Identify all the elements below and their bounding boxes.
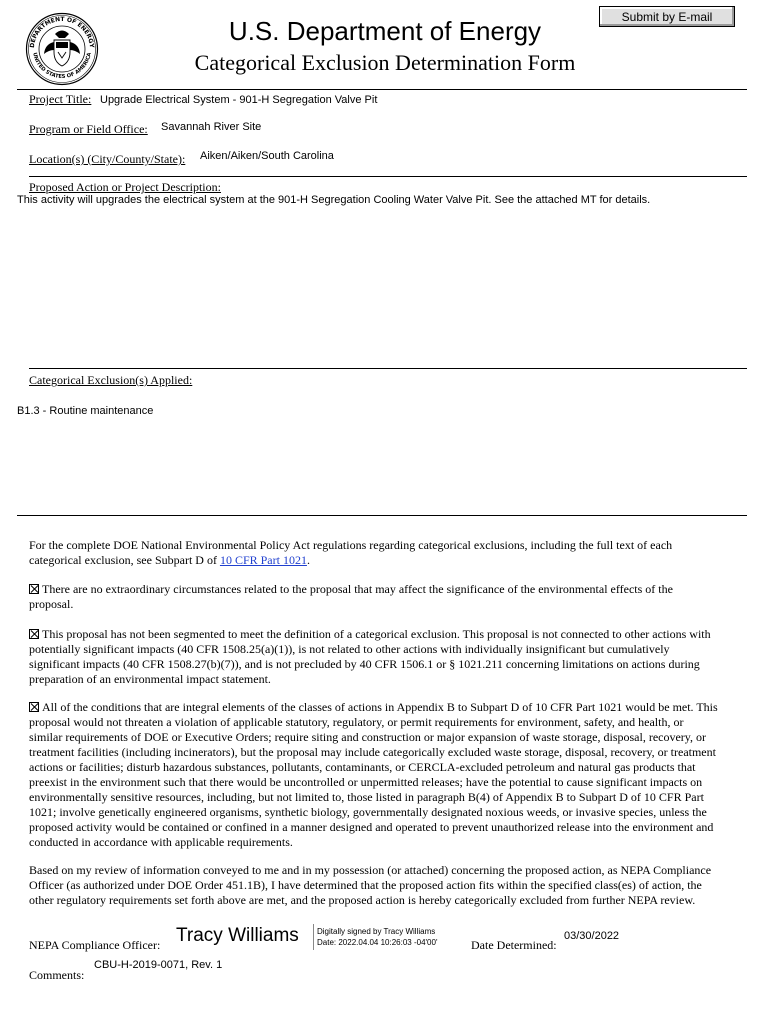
section-divider: [29, 368, 747, 369]
statement-not-segmented: This proposal has not been segmented to meet the definition of a categorical exclusion. This proposal is not connected to other actions with potentially significant impacts (40 CFR 1508.25(a)(1)), is not related to other actions with individually insignificant but cumulatively significant impacts (40 CFR 1508.27(b)(7)), and is not precluded by 40 CFR 1506.1 or § 1021.211 concerning limitations on actions during preparation of an environmental impact statement.: [29, 627, 711, 686]
date-determined-field[interactable]: 03/30/2022: [564, 930, 620, 942]
location-label: Location(s) (City/County/State):: [29, 152, 186, 166]
page-title: U.S. Department of Energy: [228, 16, 542, 46]
section-divider: [17, 515, 747, 516]
proposed-action-label: Proposed Action or Project Description:: [29, 180, 221, 194]
regulations-paragraph: For the complete DOE National Environmental Policy Act regulations regarding categorical exclusions, including the full text of each categorical exclusion, see Subpart D of 10 CFR Part 1021.: [29, 538, 673, 567]
svg-text:DEPARTMENT OF ENERGY: DEPARTMENT OF ENERGY: [28, 15, 96, 49]
comments-label: Comments:: [29, 968, 85, 982]
date-determined-label: Date Determined:: [471, 938, 557, 952]
nepa-officer-label: NEPA Compliance Officer:: [29, 938, 161, 952]
program-office-field[interactable]: Savannah River Site: [161, 121, 262, 133]
svg-text:UNITED STATES OF AMERICA: UNITED STATES OF AMERICA: [31, 52, 93, 81]
ce-applied-label: Categorical Exclusion(s) Applied:: [29, 373, 193, 387]
program-office-label: Program or Field Office:: [29, 122, 148, 136]
digital-signature-block[interactable]: Digitally signed by Tracy Williams Date: 2022.04.04 10:26:03 -04'00': [317, 927, 438, 947]
ce-applied-field[interactable]: B1.3 - Routine maintenance: [17, 405, 154, 417]
statement-no-extraordinary: There are no extraordinary circumstances related to the proposal that may affect the significance of the environmental effects of the proposal.: [29, 582, 673, 611]
proposed-action-field[interactable]: This activity will upgrades the electrical system at the 901-H Segregation Cooling Water Valve Pit. See the attached MT for details.: [17, 194, 651, 206]
determination-paragraph: Based on my review of information conveyed to me and in my possession (or attached) concerning the proposed action, as NEPA Compliance Officer (as authorized under DOE Order 451.1B), I have determined that the proposed action fits within the specified class(es) of action, the other regulatory requirements set forth above are met, and the proposed action is hereby categorically excluded from further NEPA review.: [29, 863, 712, 907]
signer-name: Tracy Williams: [176, 925, 299, 946]
checkbox-checked[interactable]: [29, 629, 39, 639]
comments-field[interactable]: CBU-H-2019-0071, Rev. 1: [94, 959, 223, 971]
statement-conditions-met: All of the conditions that are integral elements of the classes of actions in Appendix B to Subpart D of 10 CFR Part 1021 would be met. This proposal would not threaten a violation of applicable statutory, regulatory, or permit requirements for environment, safety, and health, or similar requirements of DOE or Executive Orders; require siting and construction or major expansion of waste storage, disposal, recovery, or treatment facilities (including incinerators), but the proposal may include categorically excluded waste storage, disposal, recovery, or treatment actions or facilities; disturb hazardous substances, pollutants, contaminants, or CERCLA-excluded petroleum and natural gas products that preexist in the environment such that there would be uncontrolled or unpermitted releases; have the potential to cause significant impacts on environmentally sensitive resources, including, but not limited to, those listed in paragraph B(4) of Appendix B to Subpart D of 10 CFR Part 1021; involve genetically engineered organisms, synthetic biology, governmentally designated noxious weeds, or invasive species, unless the proposed activity would be contained or confined in a manner designed and operated to prevent unauthorized release into the environment and conducted in accordance with applicable requirements.: [29, 700, 718, 849]
header-divider: [17, 89, 747, 90]
form-subtitle: Categorical Exclusion Determination Form: [194, 50, 576, 75]
checkbox-checked[interactable]: [29, 584, 39, 594]
project-title-label: Project Title:: [29, 92, 92, 106]
submit-by-email-button[interactable]: Submit by E-mail: [599, 6, 735, 27]
project-title-field[interactable]: Upgrade Electrical System - 901-H Segregation Valve Pit: [100, 94, 378, 106]
cfr-part-1021-link[interactable]: 10 CFR Part 1021: [219, 553, 307, 567]
signature-divider: [313, 924, 314, 950]
checkbox-checked[interactable]: [29, 702, 39, 712]
location-field[interactable]: Aiken/Aiken/South Carolina: [200, 150, 334, 162]
section-divider: [29, 176, 747, 177]
